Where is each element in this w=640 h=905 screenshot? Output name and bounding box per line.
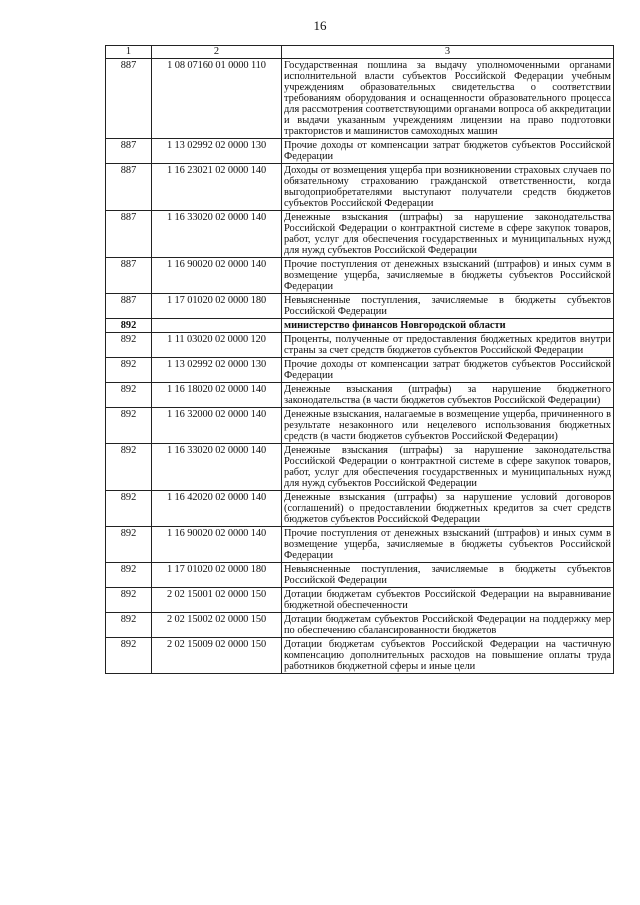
- table-heading-row: [106, 319, 614, 333]
- table-row: [106, 139, 614, 164]
- admin-code-cell: 892: [106, 319, 152, 333]
- revenue-name-cell: Дотации бюджетам субъектов Российской Федерации на частичную компенсацию дополнительных расходов на повышение оплаты труда работников бюджетной сферы и иные цели: [282, 638, 614, 674]
- admin-code-cell: 892: [106, 408, 152, 444]
- revenue-name-cell: Прочие поступления от денежных взысканий (штрафов) и иных сумм в возмещение ущерба, зачисляемые в бюджеты субъектов Российской Федерации: [282, 258, 614, 294]
- admin-code-cell: 887: [106, 258, 152, 294]
- table-row: [106, 613, 614, 638]
- admin-code-cell: 892: [106, 588, 152, 613]
- table-header-row: [106, 46, 614, 59]
- table-row: [106, 638, 614, 674]
- budget-code-cell: 1 08 07160 01 0000 110: [152, 59, 282, 139]
- column-header-2: 2: [152, 46, 282, 59]
- column-header-3: 3: [282, 46, 614, 59]
- table-row: [106, 258, 614, 294]
- admin-code-cell: 892: [106, 358, 152, 383]
- table-row: [106, 527, 614, 563]
- budget-code-cell: 1 11 03020 02 0000 120: [152, 333, 282, 358]
- revenue-name-cell: Проценты, полученные от предоставления бюджетных кредитов внутри страны за счет средств бюджетов субъектов Российской Федерации: [282, 333, 614, 358]
- revenue-name-cell: Прочие доходы от компенсации затрат бюджетов субъектов Российской Федерации: [282, 358, 614, 383]
- budget-code-cell: 2 02 15001 02 0000 150: [152, 588, 282, 613]
- revenue-name-cell: Прочие поступления от денежных взысканий (штрафов) и иных сумм в возмещение ущерба, зачисляемые в бюджеты субъектов Российской Федерации: [282, 527, 614, 563]
- table-row: [106, 444, 614, 491]
- revenue-name-cell: Доходы от возмещения ущерба при возникновении страховых случаев по обязательному страхованию гражданской ответственности, когда выгодоприобретателями выступают получатели средств бюджетов субъектов Российской Федерации: [282, 164, 614, 211]
- table-row: [106, 563, 614, 588]
- admin-code-cell: 892: [106, 444, 152, 491]
- admin-code-cell: 887: [106, 164, 152, 211]
- revenue-name-cell: министерство финансов Новгородской области: [282, 319, 614, 333]
- budget-code-cell: 1 13 02992 02 0000 130: [152, 139, 282, 164]
- admin-code-cell: 892: [106, 638, 152, 674]
- budget-code-cell: 1 16 90020 02 0000 140: [152, 527, 282, 563]
- revenue-name-cell: Денежные взыскания, налагаемые в возмещение ущерба, причиненного в результате незаконного или нецелевого использования бюджетных средств (в части бюджетов субъектов Российской Федерации): [282, 408, 614, 444]
- table-row: [106, 59, 614, 139]
- revenue-name-cell: Дотации бюджетам субъектов Российской Федерации на поддержку мер по обеспечению сбалансированности бюджетов: [282, 613, 614, 638]
- revenue-name-cell: Невыясненные поступления, зачисляемые в бюджеты субъектов Российской Федерации: [282, 563, 614, 588]
- admin-code-cell: 892: [106, 383, 152, 408]
- budget-code-cell: 1 16 33020 02 0000 140: [152, 444, 282, 491]
- admin-code-cell: 892: [106, 491, 152, 527]
- admin-code-cell: 892: [106, 527, 152, 563]
- revenue-name-cell: Денежные взыскания (штрафы) за нарушение законодательства Российской Федерации о контрактной системе в сфере закупок товаров, работ, услуг для обеспечения государственных и муниципальных нужд для нужд субъектов Российской Федерации: [282, 444, 614, 491]
- admin-code-cell: 887: [106, 211, 152, 258]
- revenue-name-cell: Дотации бюджетам субъектов Российской Федерации на выравнивание бюджетной обеспеченности: [282, 588, 614, 613]
- table-row: [106, 383, 614, 408]
- budget-code-cell: 1 17 01020 02 0000 180: [152, 294, 282, 319]
- admin-code-cell: 892: [106, 333, 152, 358]
- table-row: [106, 358, 614, 383]
- budget-code-cell: [152, 319, 282, 333]
- admin-code-cell: 887: [106, 139, 152, 164]
- table-row: [106, 333, 614, 358]
- revenue-classification-table: [105, 45, 614, 674]
- budget-code-cell: 1 16 90020 02 0000 140: [152, 258, 282, 294]
- column-header-1: 1: [106, 46, 152, 59]
- budget-code-cell: 1 13 02992 02 0000 130: [152, 358, 282, 383]
- table-row: [106, 491, 614, 527]
- admin-code-cell: 887: [106, 294, 152, 319]
- page-number: 16: [313, 18, 327, 33]
- table-row: [106, 588, 614, 613]
- budget-code-cell: 1 17 01020 02 0000 180: [152, 563, 282, 588]
- table-row: [106, 211, 614, 258]
- budget-code-cell: 1 16 42020 02 0000 140: [152, 491, 282, 527]
- table-row: [106, 164, 614, 211]
- budget-code-cell: 2 02 15002 02 0000 150: [152, 613, 282, 638]
- revenue-name-cell: Государственная пошлина за выдачу уполномоченными органами исполнительной власти субъектов Российской Федерации учебным учреждениям образовательных свидетельства о соответствии требованиям оборудования и оснащенности образовательного процесса для рассмотрения соответствующими органами вопроса об аккредитации и выдачи указанным учреждениям лицензии на право подготовки трактористов и машинистов самоходных машин: [282, 59, 614, 139]
- admin-code-cell: 887: [106, 59, 152, 139]
- admin-code-cell: 892: [106, 563, 152, 588]
- revenue-name-cell: Невыясненные поступления, зачисляемые в бюджеты субъектов Российской Федерации: [282, 294, 614, 319]
- revenue-name-cell: Денежные взыскания (штрафы) за нарушение законодательства Российской Федерации о контрактной системе в сфере закупок товаров, работ, услуг для обеспечения государственных и муниципальных нужд для нужд субъектов Российской Федерации: [282, 211, 614, 258]
- table-row: [106, 294, 614, 319]
- revenue-name-cell: Денежные взыскания (штрафы) за нарушение бюджетного законодательства (в части бюджетов субъектов Российской Федерации): [282, 383, 614, 408]
- admin-code-cell: 892: [106, 613, 152, 638]
- table-row: [106, 408, 614, 444]
- revenue-name-cell: Прочие доходы от компенсации затрат бюджетов субъектов Российской Федерации: [282, 139, 614, 164]
- budget-code-cell: 1 16 33020 02 0000 140: [152, 211, 282, 258]
- revenue-name-cell: Денежные взыскания (штрафы) за нарушение условий договоров (соглашений) о предоставлении бюджетных кредитов за счет средств бюджетов субъектов Российской Федерации: [282, 491, 614, 527]
- budget-code-cell: 1 16 18020 02 0000 140: [152, 383, 282, 408]
- budget-code-cell: 1 16 32000 02 0000 140: [152, 408, 282, 444]
- budget-code-cell: 2 02 15009 02 0000 150: [152, 638, 282, 674]
- budget-code-cell: 1 16 23021 02 0000 140: [152, 164, 282, 211]
